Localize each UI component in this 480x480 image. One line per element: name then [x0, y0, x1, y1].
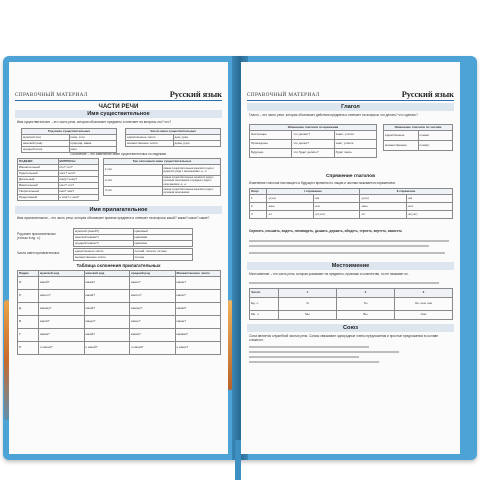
text-line [249, 356, 359, 358]
case-question: о ком? о чем? [58, 195, 99, 201]
table-cell: летние [133, 255, 193, 261]
text-line [249, 282, 439, 284]
table-cell: Настоящее [250, 131, 292, 140]
verb-definition: Глагол – это часть речи, которая обозначает действия предмета и отвечает на вопросы что делать? что сделать? [249, 113, 418, 117]
column-header: Лицо [250, 189, 267, 195]
table-cell: -ешь [267, 203, 314, 211]
case-name: Дательный [18, 177, 59, 183]
verb-number-table [383, 124, 453, 151]
pronoun-title: Местоимение [331, 263, 370, 269]
table-cell: летний, летняя, летнее [133, 249, 193, 255]
right-page [241, 62, 460, 454]
table-cell: -ите [406, 203, 453, 211]
table-cell: какой? [84, 329, 130, 342]
adjective-declension-table [17, 270, 221, 355]
text-line [249, 252, 445, 254]
table-cell: -у(-ю) [267, 195, 314, 203]
table-cell: Он, она, оно [395, 298, 453, 311]
table-cell: множественное число [126, 141, 174, 147]
case-name: Винительный [18, 183, 59, 189]
table-cell: каким? [130, 329, 176, 342]
case-name: Именительный [18, 165, 59, 171]
column-header: 2 [337, 289, 395, 298]
cover-art-right [228, 300, 232, 390]
pronoun-definition: Местоимение – это часть речи, которая указывает на предметы, признаки и количество, но не называет их. [249, 272, 409, 276]
table-cell: -ит [360, 211, 407, 219]
verb-title: Глагол [341, 104, 360, 110]
declension-number: 3 скл. [104, 187, 163, 196]
cases-header: ВОПРОСЫ [58, 159, 99, 165]
section-label: СПРАВОЧНЫЙ МАТЕРИАЛ [247, 92, 320, 98]
right-page-header [247, 86, 454, 101]
table-cell: средний (какое?) [74, 241, 134, 247]
declension-number: 1 скл. [104, 165, 163, 176]
column-header: Число [250, 289, 279, 298]
table-cell: Ед. ч. [250, 298, 279, 311]
table-cell: знал, учился [334, 140, 376, 149]
table-cell: плывут [418, 141, 453, 151]
case-name: Предложный [18, 195, 59, 201]
table-cell: множественное [384, 141, 419, 151]
table-cell: папа, стол [69, 135, 117, 141]
table-cell: дома, руки [173, 141, 221, 147]
table-cell: мужской (какой?) [74, 229, 134, 235]
table-cell: что будет делать? [292, 149, 334, 158]
left-page-header [15, 86, 222, 101]
declension-desc: имена существительные женского рода и мужского рода с окончаниями -а, -я [162, 165, 221, 176]
table-cell: какие? [175, 316, 221, 329]
verb-tense-header: Изменение глаголов по временам [250, 125, 377, 131]
table-cell: что делал? [292, 140, 334, 149]
table-cell: 1 [250, 195, 267, 203]
table-cell: красивая [133, 235, 193, 241]
table-cell: -у(-ю) [360, 195, 407, 203]
table-cell: какому? [39, 303, 85, 316]
table-cell: какое? [130, 277, 176, 290]
adjective-number-table [73, 248, 193, 261]
table-cell: П. [18, 342, 39, 355]
table-cell: о каком? [39, 342, 85, 355]
column-header: средний род [130, 271, 176, 277]
table-cell: Вы [337, 311, 395, 320]
table-cell: -ат(-ят) [406, 211, 453, 219]
cases-table [17, 158, 99, 201]
table-cell: Ты [337, 298, 395, 311]
column-header: женский род [84, 271, 130, 277]
table-cell: Мы [279, 311, 337, 320]
table-cell: какую? [84, 316, 130, 329]
case-question: кого? что? [58, 183, 99, 189]
adjective-number-label: Число имен прилагательных [17, 251, 60, 255]
ribbon-bookmark [235, 440, 241, 480]
table-cell: женский (какая?) [74, 235, 134, 241]
noun-gender-header: Род имен существительных [22, 129, 117, 135]
table-cell: Р. [18, 290, 39, 303]
table-cell: какие? [175, 277, 221, 290]
table-cell: женский (она) [22, 141, 70, 147]
adjective-gender-label: Род имен прилагательных (только в ед. ч.) [17, 232, 56, 240]
declension-desc: имена существительные женского рода с нулевым окончанием [162, 187, 221, 196]
table-cell: какой? [84, 290, 130, 303]
table-cell: какая? [84, 277, 130, 290]
union-definition: Союз является служебной частью речи. Союзы связывают однородные члены предложения и простые предложения в составе сложного. [249, 334, 439, 342]
column-header: 1 [279, 289, 337, 298]
declension-note: Склонение – это изменение имен существительных по падежам. [70, 152, 167, 156]
table-cell: -ем [313, 195, 360, 203]
table-cell: какой? [39, 316, 85, 329]
table-cell: И. [18, 277, 39, 290]
case-question: кому? чему? [58, 177, 99, 183]
declension-number: 2 скл. [104, 176, 163, 187]
text-line [249, 346, 369, 348]
conjugation-exceptions: Спрягать, слышать, видеть, ненавидеть, дышать, держать, обидеть, терпеть, вертеть, зависеть [249, 229, 403, 233]
subject-title: Русский язык [401, 90, 454, 99]
table-cell: Мн. ч. [250, 311, 279, 320]
table-cell: какого? [130, 290, 176, 303]
three-declensions-header: Три склонения имен существительных [104, 159, 221, 165]
table-cell: о какой? [84, 342, 130, 355]
adjective-gender-table [73, 228, 193, 247]
table-cell: дом, рука [173, 135, 221, 141]
table-cell: Прошедшее [250, 140, 292, 149]
table-cell: какому? [130, 303, 176, 316]
adjective-title: Имя прилагательное [89, 207, 148, 213]
table-cell: окно [69, 147, 117, 153]
table-cell: -ет [267, 211, 314, 219]
table-cell: какими? [175, 329, 221, 342]
column-header: мужской род [39, 271, 85, 277]
table-cell: -ете [313, 203, 360, 211]
noun-gender-table [21, 128, 117, 153]
conjugation-title: Спряжение глаголов [325, 174, 376, 179]
case-name: Творительный [18, 189, 59, 195]
table-cell: 3 [250, 211, 267, 219]
conjugation-intro: Изменение глаголов настоящего и будущего времени по лицам и числам называется спряжением. [249, 181, 396, 185]
table-cell: природа, мама [69, 141, 117, 147]
table-cell: какой? [84, 303, 130, 316]
section-label: СПРАВОЧНЫЙ МАТЕРИАЛ [15, 92, 88, 98]
case-question: кем? чем? [58, 189, 99, 195]
table-cell: средний (оно) [22, 147, 70, 153]
cases-header: ПАДЕЖИ [18, 159, 59, 165]
table-cell: каким? [175, 303, 221, 316]
verb-number-header: Изменение глаголов по числам [384, 125, 453, 131]
noun-number-table [125, 128, 221, 147]
table-cell: о каком? [130, 342, 176, 355]
conjugation-table [249, 188, 453, 219]
table-cell: какого? [39, 290, 85, 303]
table-cell: знает, учится [334, 131, 376, 140]
text-line [249, 245, 429, 247]
table-cell: Они [395, 311, 453, 320]
table-cell: -ишь [360, 203, 407, 211]
case-question: кого? чего? [58, 171, 99, 177]
text-line [249, 240, 449, 242]
table-cell: будет знать [334, 149, 376, 158]
pronoun-table [249, 288, 453, 320]
table-cell: какой? [39, 277, 85, 290]
table-cell: Будущее [250, 149, 292, 158]
column-header: I спряжение [267, 189, 360, 195]
text-line [249, 361, 379, 363]
text-line [249, 351, 399, 353]
verb-tense-table [249, 124, 377, 158]
table-cell: 2 [250, 203, 267, 211]
table-cell: -им [406, 195, 453, 203]
column-header: Падеж [18, 271, 39, 277]
table-cell: красивое [133, 241, 193, 247]
table-cell: плывет [418, 131, 453, 141]
table-cell: Д. [18, 303, 39, 316]
table-cell: какое? [130, 316, 176, 329]
noun-title: Имя существительное [87, 111, 150, 117]
table-cell: мужской (он) [22, 135, 70, 141]
noun-number-header: Число имен существительных [126, 129, 221, 135]
table-cell: что делает? [292, 131, 334, 140]
subject-title: Русский язык [169, 90, 222, 99]
three-declensions-table [103, 158, 221, 196]
case-name: Родительный [18, 171, 59, 177]
column-header: Множественное число [175, 271, 221, 277]
column-header: 3 [395, 289, 453, 298]
table-cell: В. [18, 316, 39, 329]
table-cell: единственное [384, 131, 419, 141]
table-cell: о каких? [175, 342, 221, 355]
parts-of-speech-title: ЧАСТИ РЕЧИ [98, 103, 139, 110]
column-header: II спряжение [360, 189, 453, 195]
table-cell: единственное число [126, 135, 174, 141]
adjective-definition: Имя прилагательное – это часть речи, которая обозначает признак предмета и отвечает на вопросы какой? какая? какое? какие? [17, 216, 210, 220]
table-cell: каким? [39, 329, 85, 342]
union-title: Союз [342, 325, 358, 331]
table-cell: красивый [133, 229, 193, 235]
table-cell: каких? [175, 290, 221, 303]
adjective-declension-title: Таблица склонения прилагательных [76, 263, 161, 268]
table-cell: Т. [18, 329, 39, 342]
table-cell: Я [279, 298, 337, 311]
table-cell: множественное число [74, 255, 134, 261]
noun-definition: Имя существительное – это часть речи, которая обозначает предметы и отвечает на вопросы кто? что? [17, 120, 172, 124]
table-cell: -ут(-ют) [313, 211, 360, 219]
declension-desc: имена существительные мужского рода с нулевым окончанием и среднего рода с окончаниями -о, -е [162, 176, 221, 187]
table-cell: единственное число [74, 249, 134, 255]
left-page [9, 62, 228, 454]
case-question: кто? что? [58, 165, 99, 171]
